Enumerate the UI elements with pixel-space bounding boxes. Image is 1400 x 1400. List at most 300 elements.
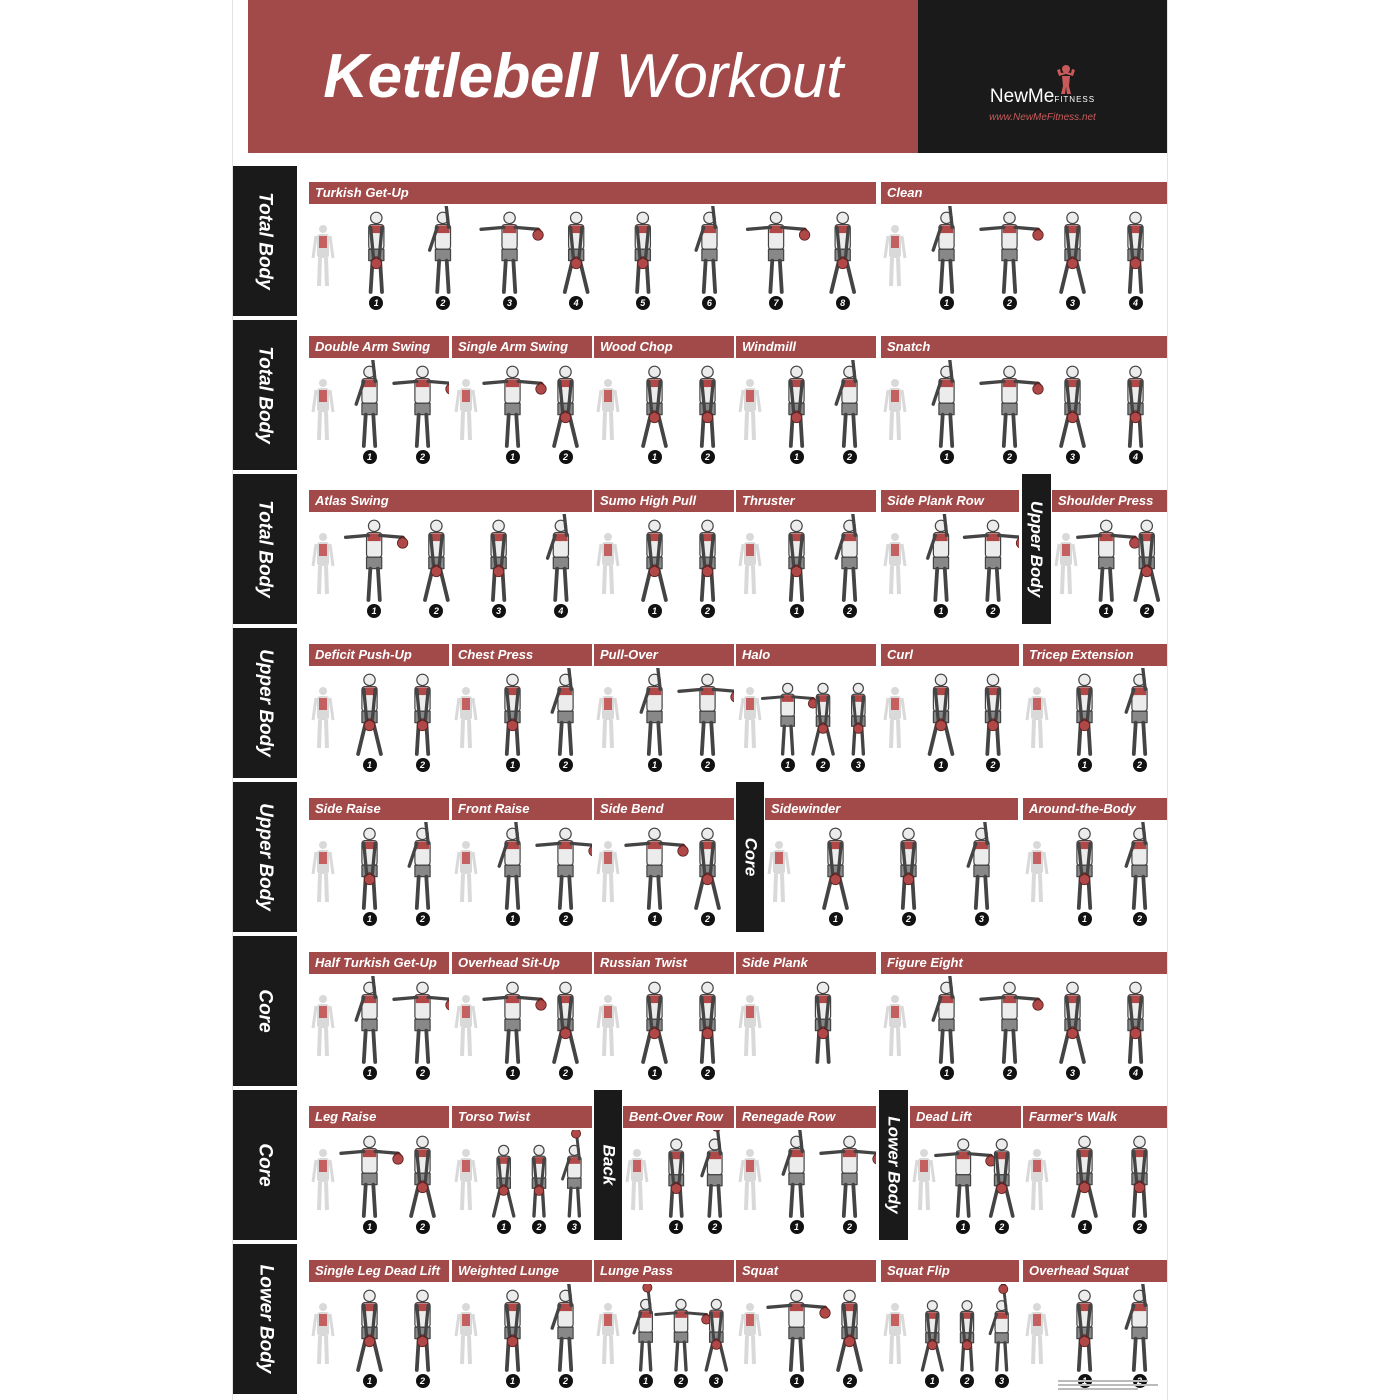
exercise-figure <box>821 1136 876 1216</box>
exercise-figure <box>656 1299 711 1370</box>
muscle-map-icon <box>313 841 333 902</box>
exercise-figure <box>1126 668 1147 754</box>
exercise-card <box>736 320 876 470</box>
muscle-map-icon <box>313 995 333 1056</box>
body-region-label <box>233 474 297 624</box>
muscle-map-icon <box>1027 1149 1047 1210</box>
exercise-figure <box>990 1284 1008 1370</box>
exercise-card <box>594 628 734 778</box>
step-number-badge: 1 <box>790 604 804 618</box>
exercise-figure <box>836 360 857 446</box>
exercise-title: Sidewinder <box>765 798 1018 820</box>
exercise-figure <box>789 366 804 446</box>
exercise-figure <box>430 206 451 292</box>
step-number-badge: 4 <box>1129 450 1143 464</box>
step-number-badge: 2 <box>843 1374 857 1388</box>
exercise-figure <box>981 366 1043 446</box>
kettlebell-icon <box>999 1284 1008 1294</box>
exercise-card <box>452 320 592 470</box>
step-number-badge: 2 <box>416 1066 430 1080</box>
step-number-badge: 1 <box>369 296 383 310</box>
exercise-figure <box>505 1290 520 1370</box>
step-number-badge: 1 <box>956 1220 970 1234</box>
muscle-map-icon <box>598 995 618 1056</box>
exercise-row <box>233 166 1167 316</box>
exercise-illustration <box>736 976 876 1084</box>
muscle-map-icon <box>598 379 618 440</box>
exercise-figure <box>1077 1290 1092 1370</box>
exercise-card <box>309 320 449 470</box>
step-number-badge: 1 <box>648 1066 662 1080</box>
exercise-card <box>452 628 592 778</box>
exercise-title: Wood Chop <box>594 336 734 358</box>
exercise-figure <box>532 1145 545 1216</box>
step-number-badge: 1 <box>669 1220 683 1234</box>
exercise-figure <box>394 366 449 446</box>
muscle-map-icon <box>885 225 905 286</box>
step-number-badge: 1 <box>925 1374 939 1388</box>
step-number-badge: 1 <box>506 450 520 464</box>
exercise-figure <box>700 982 715 1062</box>
step-number-badge: 2 <box>843 1220 857 1234</box>
exercise-figure <box>696 828 719 908</box>
step-number-badge: 2 <box>559 450 573 464</box>
exercise-title: Halo <box>736 644 876 666</box>
body-region-divider-text: Upper Body <box>1027 500 1047 598</box>
step-number-badge: 2 <box>416 1220 430 1234</box>
step-number-badge: 2 <box>532 1220 546 1234</box>
exercise-row <box>233 782 1167 932</box>
step-number-badge: 1 <box>1078 758 1092 772</box>
exercise-title: Overhead Sit-Up <box>452 952 592 974</box>
body-region-divider <box>736 782 764 932</box>
exercise-title: Front Raise <box>452 798 592 820</box>
exercise-title: Figure Eight <box>881 952 1167 974</box>
exercise-card <box>309 936 449 1086</box>
title-band <box>248 0 918 153</box>
step-number-badge: 1 <box>506 1066 520 1080</box>
muscle-map-icon <box>456 995 476 1056</box>
fine-print <box>1058 1380 1158 1394</box>
exercise-title: Renegade Row <box>736 1106 876 1128</box>
body-region-text: Total Body <box>255 346 276 444</box>
step-number-badge: 2 <box>559 1374 573 1388</box>
exercise-figure <box>1078 520 1140 600</box>
exercise-title: Sumo High Pull <box>594 490 734 512</box>
kettlebell-icon <box>571 1130 580 1138</box>
exercise-figure <box>1061 982 1084 1062</box>
step-number-badge: 3 <box>851 758 865 772</box>
exercise-title: Side Raise <box>309 798 449 820</box>
exercise-figure <box>394 982 449 1062</box>
exercise-card <box>309 628 449 778</box>
exercise-figure <box>930 674 953 754</box>
exercise-figure <box>552 1284 573 1370</box>
title-bold: Kettlebell <box>323 42 598 111</box>
step-number-badge: 2 <box>1003 1066 1017 1080</box>
step-number-badge: 4 <box>554 604 568 618</box>
exercise-title: Chest Press <box>452 644 592 666</box>
step-number-badge: 1 <box>1099 604 1113 618</box>
exercise-figure <box>1128 366 1143 446</box>
exercise-card <box>1023 782 1167 932</box>
exercise-figure <box>933 360 954 446</box>
exercise-title: Turkish Get-Up <box>309 182 876 204</box>
step-number-badge: 2 <box>416 912 430 926</box>
step-number-badge: 1 <box>363 1066 377 1080</box>
exercise-title: Dead Lift <box>910 1106 1021 1128</box>
exercise-figure <box>762 683 817 754</box>
exercise-card <box>452 1090 592 1240</box>
exercise-title: Around-the-Body <box>1023 798 1167 820</box>
exercise-figure <box>1128 212 1143 292</box>
exercise-figure <box>554 366 577 446</box>
exercise-card <box>1052 474 1167 624</box>
exercise-card <box>881 166 1167 316</box>
step-number-badge: 2 <box>1140 604 1154 618</box>
body-region-label <box>233 628 297 778</box>
exercise-figure <box>548 514 569 600</box>
step-number-badge: 2 <box>995 1220 1009 1234</box>
body-region-label <box>233 1244 297 1394</box>
brand-main: NewMe <box>989 86 1055 107</box>
muscle-map-icon <box>1056 533 1076 594</box>
step-number-badge: 3 <box>492 604 506 618</box>
exercise-card <box>594 1244 734 1394</box>
step-number-badge: 1 <box>940 296 954 310</box>
body-region-text: Lower Body <box>255 1264 277 1374</box>
step-number-badge: 2 <box>843 604 857 618</box>
exercise-figure <box>643 520 666 600</box>
muscle-map-icon <box>456 687 476 748</box>
exercise-title: Pull-Over <box>594 644 734 666</box>
exercise-figure <box>634 1284 653 1370</box>
step-number-badge: 8 <box>836 296 850 310</box>
exercise-row <box>233 474 1167 624</box>
exercise-title: Curl <box>881 644 1019 666</box>
exercise-title: Russian Twist <box>594 952 734 974</box>
exercise-figure <box>1132 1136 1147 1216</box>
step-number-badge: 2 <box>559 912 573 926</box>
step-number-badge: 1 <box>790 450 804 464</box>
exercise-title: Single Leg Dead Lift <box>309 1260 449 1282</box>
body-region-divider <box>879 1090 908 1240</box>
exercise-figure <box>991 1139 1013 1216</box>
step-number-badge: 2 <box>843 450 857 464</box>
exercise-figure <box>960 1301 973 1370</box>
exercise-title: Side Plank <box>736 952 876 974</box>
exercise-card <box>1023 628 1167 778</box>
exercise-figure <box>768 1290 830 1370</box>
exercise-title: Windmill <box>736 336 876 358</box>
exercise-title: Double Arm Swing <box>309 336 449 358</box>
step-number-badge: 1 <box>934 604 948 618</box>
body-region-text: Upper Body <box>255 803 276 911</box>
exercise-card <box>881 936 1167 1086</box>
body-region-text: Upper Body <box>255 649 276 757</box>
step-number-badge: 1 <box>506 1374 520 1388</box>
muscle-map-icon <box>740 1303 760 1364</box>
step-number-badge: 1 <box>648 912 662 926</box>
exercise-title: Atlas Swing <box>309 490 592 512</box>
exercise-figure <box>936 1139 996 1216</box>
exercise-row <box>233 1090 1167 1240</box>
step-number-badge: 3 <box>975 912 989 926</box>
exercise-title: Clean <box>881 182 1167 204</box>
exercise-card <box>309 474 592 624</box>
exercise-title: Squat <box>736 1260 876 1282</box>
muscle-map-icon <box>885 533 905 594</box>
step-number-badge: 2 <box>1003 450 1017 464</box>
exercise-figure <box>813 683 833 754</box>
exercise-figure <box>696 206 717 292</box>
exercise-title: Farmer's Walk <box>1023 1106 1167 1128</box>
exercise-card <box>594 782 734 932</box>
exercise-figure <box>700 366 715 446</box>
exercise-figure <box>783 1130 804 1216</box>
exercise-title: Side Plank Row <box>881 490 1019 512</box>
step-number-badge: 1 <box>367 604 381 618</box>
exercise-figure <box>415 674 430 754</box>
exercise-figure <box>985 674 1000 754</box>
exercise-figure <box>981 982 1043 1062</box>
exercise-card <box>910 1090 1021 1240</box>
exercise-row <box>233 936 1167 1086</box>
exercise-title: Half Turkish Get-Up <box>309 952 449 974</box>
step-number-badge: 2 <box>960 1374 974 1388</box>
muscle-map-icon <box>885 379 905 440</box>
exercise-title: Squat Flip <box>881 1260 1019 1282</box>
exercise-title: Thruster <box>736 490 876 512</box>
muscle-map-icon <box>1027 841 1047 902</box>
muscle-map-icon <box>740 1149 760 1210</box>
exercise-figure <box>626 828 688 908</box>
exercise-figure <box>643 982 666 1062</box>
step-number-badge: 1 <box>781 758 795 772</box>
body-region-divider-text: Core <box>741 837 761 877</box>
step-number-badge: 2 <box>1133 758 1147 772</box>
kettlebell-icon <box>643 1284 652 1292</box>
exercise-card <box>452 936 592 1086</box>
exercise-figure <box>1073 1136 1096 1216</box>
title-light: Workout <box>615 42 843 111</box>
step-number-badge: 3 <box>1066 1066 1080 1080</box>
muscle-map-icon <box>598 1303 618 1364</box>
exercise-figure <box>981 212 1043 292</box>
exercise-card <box>452 782 592 932</box>
exercise-figure <box>933 976 954 1062</box>
exercise-figure <box>789 520 804 600</box>
exercise-figure <box>700 520 715 600</box>
step-number-badge: 3 <box>1066 450 1080 464</box>
exercise-card <box>881 1244 1019 1394</box>
body-region-text: Core <box>254 1143 276 1187</box>
exercise-card <box>594 320 734 470</box>
step-number-badge: 1 <box>1078 912 1092 926</box>
muscle-map-icon <box>456 1149 476 1210</box>
exercise-title: Lunge Pass <box>594 1260 734 1282</box>
step-number-badge: 1 <box>829 912 843 926</box>
muscle-map-icon <box>313 1303 333 1364</box>
brand-suffix: FITNESS <box>1054 95 1096 104</box>
exercise-title: Shoulder Press <box>1052 490 1167 512</box>
exercise-title: Snatch <box>881 336 1167 358</box>
exercise-figure <box>933 206 954 292</box>
exercise-figure <box>356 360 377 446</box>
step-number-badge: 2 <box>902 912 916 926</box>
muscle-map-icon <box>885 1303 905 1364</box>
step-number-badge: 1 <box>940 450 954 464</box>
body-region-divider-text: Lower Body <box>884 1116 904 1214</box>
poster-header <box>233 0 1167 153</box>
step-number-badge: 1 <box>648 450 662 464</box>
exercise-card <box>736 936 876 1086</box>
muscle-map-icon <box>313 533 333 594</box>
exercise-figure <box>505 674 520 754</box>
exercise-figure <box>836 514 857 600</box>
exercise-figure <box>565 212 588 292</box>
step-number-badge: 7 <box>769 296 783 310</box>
muscle-map-icon <box>456 1303 476 1364</box>
step-number-badge: 1 <box>790 1220 804 1234</box>
step-number-badge: 1 <box>648 758 662 772</box>
exercise-figure <box>563 1130 582 1216</box>
exercise-card <box>765 782 1018 932</box>
exercise-title: Tricep Extension <box>1023 644 1167 666</box>
exercise-title: Bent-Over Row <box>623 1106 734 1128</box>
body-region-text: Total Body <box>255 500 276 598</box>
step-number-badge: 3 <box>503 296 517 310</box>
muscle-map-icon <box>769 841 789 902</box>
muscle-map-icon <box>598 841 618 902</box>
exercise-card <box>452 1244 592 1394</box>
exercise-figure <box>554 982 577 1062</box>
exercise-figure <box>702 1130 722 1216</box>
exercise-figure <box>362 828 377 908</box>
step-number-badge: 2 <box>416 1374 430 1388</box>
exercise-title: Overhead Squat <box>1023 1260 1167 1282</box>
kettlebell-icon <box>712 1130 722 1131</box>
step-number-badge: 2 <box>708 1220 722 1234</box>
step-number-badge: 1 <box>363 758 377 772</box>
exercise-figure <box>748 212 810 292</box>
exercise-figure <box>481 212 543 292</box>
muscle-map-icon <box>885 995 905 1056</box>
step-number-badge: 2 <box>674 1374 688 1388</box>
step-number-badge: 4 <box>1129 296 1143 310</box>
exercise-card <box>881 320 1167 470</box>
body-region-label <box>233 320 297 470</box>
muscle-map-icon <box>1027 687 1047 748</box>
muscle-map-icon <box>740 379 760 440</box>
exercise-title: Single Arm Swing <box>452 336 592 358</box>
exercise-illustration <box>309 514 592 622</box>
exercise-figure <box>491 520 506 600</box>
exercise-title: Deficit Push-Up <box>309 644 449 666</box>
exercise-figure <box>1077 828 1092 908</box>
muscle-map-icon <box>914 1149 934 1210</box>
step-number-badge: 3 <box>567 1220 581 1234</box>
exercise-figure <box>852 683 865 754</box>
exercise-figure <box>635 212 650 292</box>
step-number-badge: 3 <box>995 1374 1009 1388</box>
step-number-badge: 2 <box>1133 912 1147 926</box>
exercise-figure <box>815 982 830 1062</box>
exercise-card <box>309 1244 449 1394</box>
exercise-figure <box>1126 1284 1147 1370</box>
brand-url: www.NewMeFitness.net <box>989 112 1096 123</box>
step-number-badge: 2 <box>559 1066 573 1080</box>
step-number-badge: 4 <box>1129 1066 1143 1080</box>
step-number-badge: 1 <box>363 912 377 926</box>
exercise-figure <box>901 828 916 908</box>
muscle-map-icon <box>598 687 618 748</box>
exercise-figure <box>838 1290 861 1370</box>
muscle-map-icon <box>598 533 618 594</box>
exercise-card <box>881 474 1019 624</box>
exercise-figure <box>1135 520 1158 600</box>
muscle-map-icon <box>313 225 333 286</box>
body-region-label <box>233 166 297 316</box>
body-region-divider <box>1022 474 1051 624</box>
exercise-card <box>736 1244 876 1394</box>
step-number-badge: 2 <box>436 296 450 310</box>
exercise-figure <box>484 366 546 446</box>
exercise-figure <box>358 1290 381 1370</box>
muscle-map-icon <box>740 687 760 748</box>
exercise-figure <box>484 982 546 1062</box>
step-number-badge: 1 <box>934 758 948 772</box>
step-number-badge: 1 <box>497 1220 511 1234</box>
step-number-badge: 1 <box>940 1066 954 1080</box>
exercise-figure <box>1061 366 1084 446</box>
exercise-card <box>881 628 1019 778</box>
exercise-figure <box>356 976 377 1062</box>
exercise-title: Side Bend <box>594 798 734 820</box>
exercise-card <box>1023 1244 1167 1394</box>
exercise-figure <box>968 822 989 908</box>
step-number-badge: 2 <box>701 450 715 464</box>
exercise-card <box>594 936 734 1086</box>
exercise-card <box>309 166 876 316</box>
step-number-badge: 2 <box>701 1066 715 1080</box>
exercise-figure <box>831 212 854 292</box>
body-region-divider <box>594 1090 622 1240</box>
muscle-map-icon <box>1027 1303 1047 1364</box>
exercise-figure <box>928 514 949 600</box>
muscle-map-icon <box>313 1149 333 1210</box>
exercise-figure <box>922 1301 942 1370</box>
step-number-badge: 2 <box>816 758 830 772</box>
exercise-figure <box>346 520 408 600</box>
exercise-card <box>736 1090 876 1240</box>
exercise-illustration <box>881 976 1167 1084</box>
body-region-label <box>233 782 297 932</box>
exercise-title: Weighted Lunge <box>452 1260 592 1282</box>
exercise-title: Leg Raise <box>309 1106 449 1128</box>
exercise-card <box>309 782 449 932</box>
exercise-title: Torso Twist <box>452 1106 592 1128</box>
muscle-map-icon <box>456 379 476 440</box>
step-number-badge: 1 <box>363 450 377 464</box>
exercise-card <box>623 1090 734 1240</box>
exercise-figure <box>409 822 430 908</box>
exercise-figure <box>552 668 573 754</box>
exercise-illustration <box>881 206 1167 314</box>
exercise-figure <box>643 366 666 446</box>
exercise-card <box>1023 1090 1167 1240</box>
exercise-figure <box>1128 982 1143 1062</box>
